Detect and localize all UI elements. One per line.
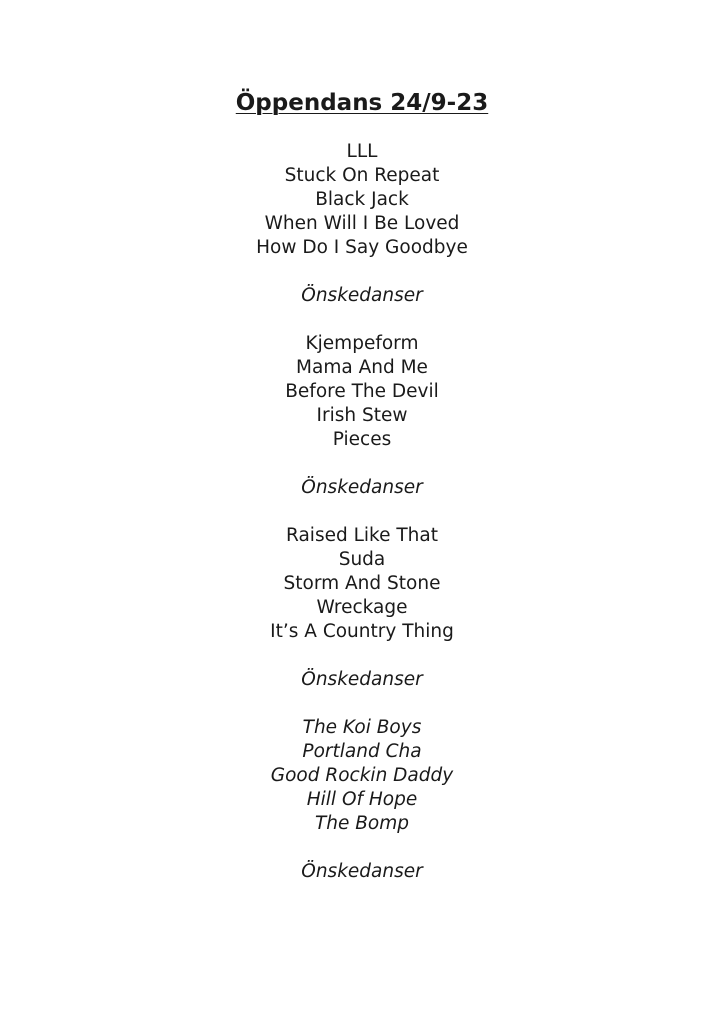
spacer: [0, 692, 724, 716]
dance-item: The Bomp: [314, 813, 410, 834]
spacer: [0, 452, 724, 476]
dance-item: Mama And Me: [296, 357, 428, 378]
dance-item: Good Rockin Daddy: [270, 765, 454, 786]
dance-item: Portland Cha: [302, 741, 422, 762]
dance-item: Wreckage: [316, 597, 408, 618]
dance-item: LLL: [346, 141, 378, 162]
dance-item: Irish Stew: [316, 405, 408, 426]
dance-item: Before The Devil: [285, 381, 439, 402]
dance-list: [0, 140, 724, 884]
request-dances-label: Önskedanser: [301, 477, 423, 498]
dance-item: Storm And Stone: [283, 573, 441, 594]
dance-item: Stuck On Repeat: [284, 165, 440, 186]
dance-item: Hill Of Hope: [306, 789, 418, 810]
request-dances-label: Önskedanser: [301, 285, 423, 306]
request-dances-label: Önskedanser: [301, 861, 423, 882]
spacer: [0, 500, 724, 524]
spacer: [0, 260, 724, 284]
spacer: [0, 644, 724, 668]
dance-item: When Will I Be Loved: [264, 213, 460, 234]
page-title: Öppendans 24/9-23: [235, 90, 489, 116]
dance-item: Kjempeform: [305, 333, 419, 354]
dance-item: Raised Like That: [286, 525, 438, 546]
dance-item: The Koi Boys: [302, 717, 422, 738]
request-dances-label: Önskedanser: [301, 669, 423, 690]
spacer: [0, 836, 724, 860]
dance-item: Black Jack: [315, 189, 409, 210]
spacer: [0, 308, 724, 332]
dance-item: Suda: [338, 549, 386, 570]
dance-item: It’s A Country Thing: [270, 621, 454, 642]
dance-item: Pieces: [332, 429, 392, 450]
dance-item: How Do I Say Goodbye: [256, 237, 468, 258]
